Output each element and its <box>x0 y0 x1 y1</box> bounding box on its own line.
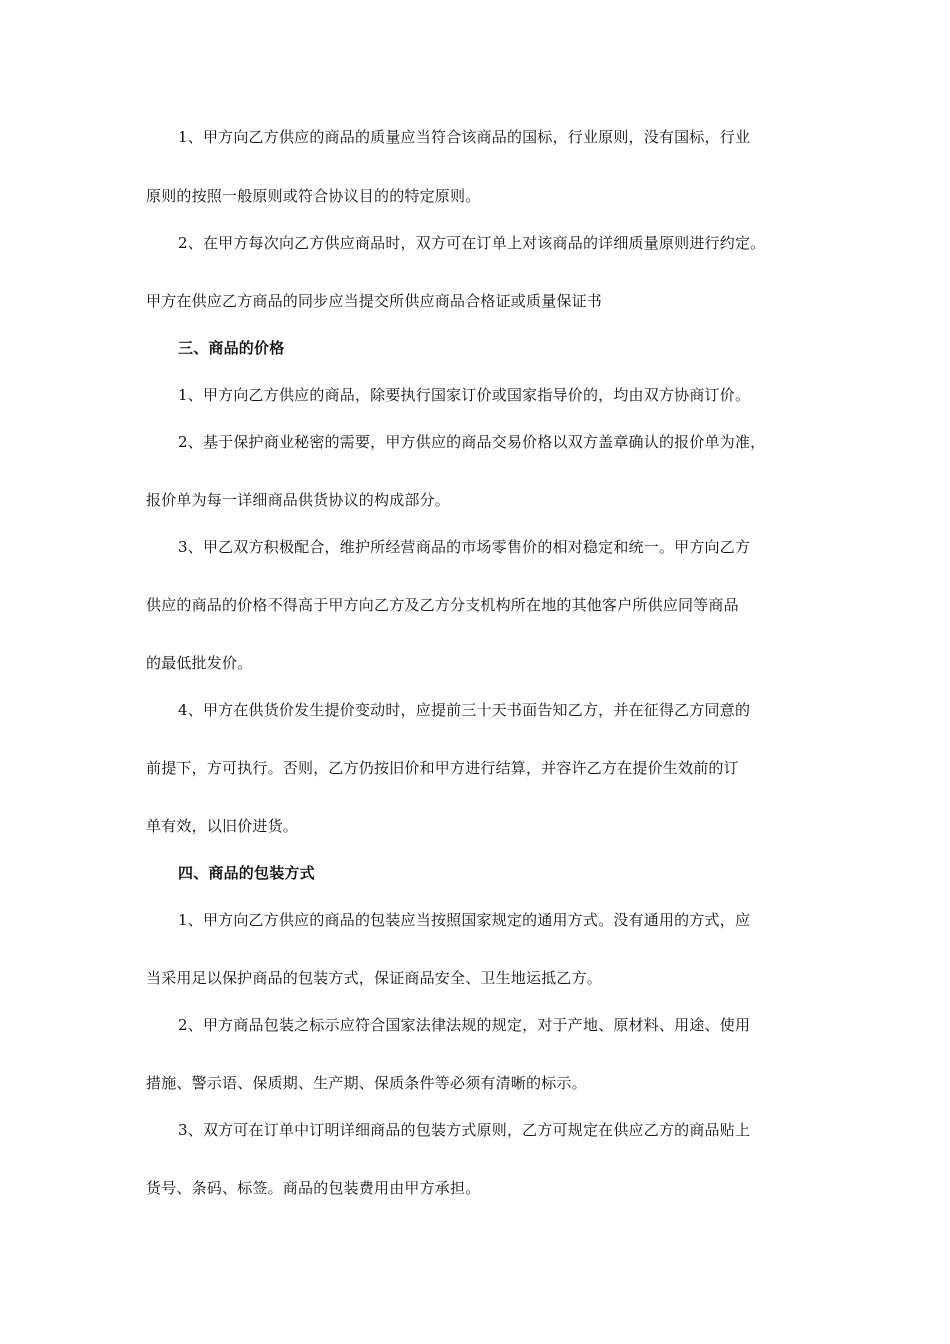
section-heading-price: 三、商品的价格 <box>178 339 285 357</box>
packaging-clause-1-line-1: 1、甲方向乙方供应的商品的包装应当按照国家规定的通用方式。没有通用的方式，应 <box>178 911 751 929</box>
price-clause-1: 1、甲方向乙方供应的商品，除要执行国家订价或国家指导价的，均由双方协商订价。 <box>178 386 751 404</box>
packaging-clause-2-line-2: 措施、警示语、保质期、生产期、保质条件等必须有清晰的标示。 <box>146 1074 587 1092</box>
price-clause-4-line-2: 前提下，方可执行。否则，乙方仍按旧价和甲方进行结算，并容许乙方在提价生效前的订 <box>146 759 739 777</box>
price-clause-4-line-3: 单有效，以旧价进货。 <box>146 817 299 835</box>
price-clause-2-line-1: 2、基于保护商业秘密的需要，甲方供应的商品交易价格以双方盖章确认的报价单为准， <box>178 433 766 451</box>
packaging-clause-3-line-1: 3、双方可在订单中订明详细商品的包装方式原则，乙方可规定在供应乙方的商品贴上 <box>178 1121 751 1139</box>
price-clause-3-line-1: 3、甲乙双方积极配合，维护所经营商品的市场零售价的相对稳定和统一。甲方向乙方 <box>178 538 751 556</box>
price-clause-3-line-2: 供应的商品的价格不得高于甲方向乙方及乙方分支机构所在地的其他客户所供应同等商品 <box>146 596 739 614</box>
price-clause-2-line-2: 报价单为每一详细商品供货协议的构成部分。 <box>146 491 451 509</box>
section-heading-packaging: 四、商品的包装方式 <box>178 864 315 882</box>
packaging-clause-3-line-2: 货号、条码、标签。商品的包装费用由甲方承担。 <box>146 1179 481 1197</box>
price-clause-4-line-1: 4、甲方在供货价发生提价变动时，应提前三十天书面告知乙方，并在征得乙方同意的 <box>178 701 751 719</box>
packaging-clause-2-line-1: 2、甲方商品包装之标示应符合国家法律法规的规定，对于产地、原材料、用途、使用 <box>178 1016 751 1034</box>
price-clause-3-line-3: 的最低批发价。 <box>146 654 253 672</box>
quality-clause-2-line-2: 甲方在供应乙方商品的同步应当提交所供应商品合格证或质量保证书 <box>146 292 603 310</box>
packaging-clause-1-line-2: 当采用足以保护商品的包装方式，保证商品安全、卫生地运抵乙方。 <box>146 969 603 987</box>
quality-clause-2-line-1: 2、在甲方每次向乙方供应商品时，双方可在订单上对该商品的详细质量原则进行约定。 <box>178 234 766 252</box>
quality-clause-1-line-1: 1、甲方向乙方供应的商品的质量应当符合该商品的国标，行业原则，没有国标，行业 <box>178 128 751 146</box>
quality-clause-1-line-2: 原则的按照一般原则或符合协议目的的特定原则。 <box>146 187 481 205</box>
